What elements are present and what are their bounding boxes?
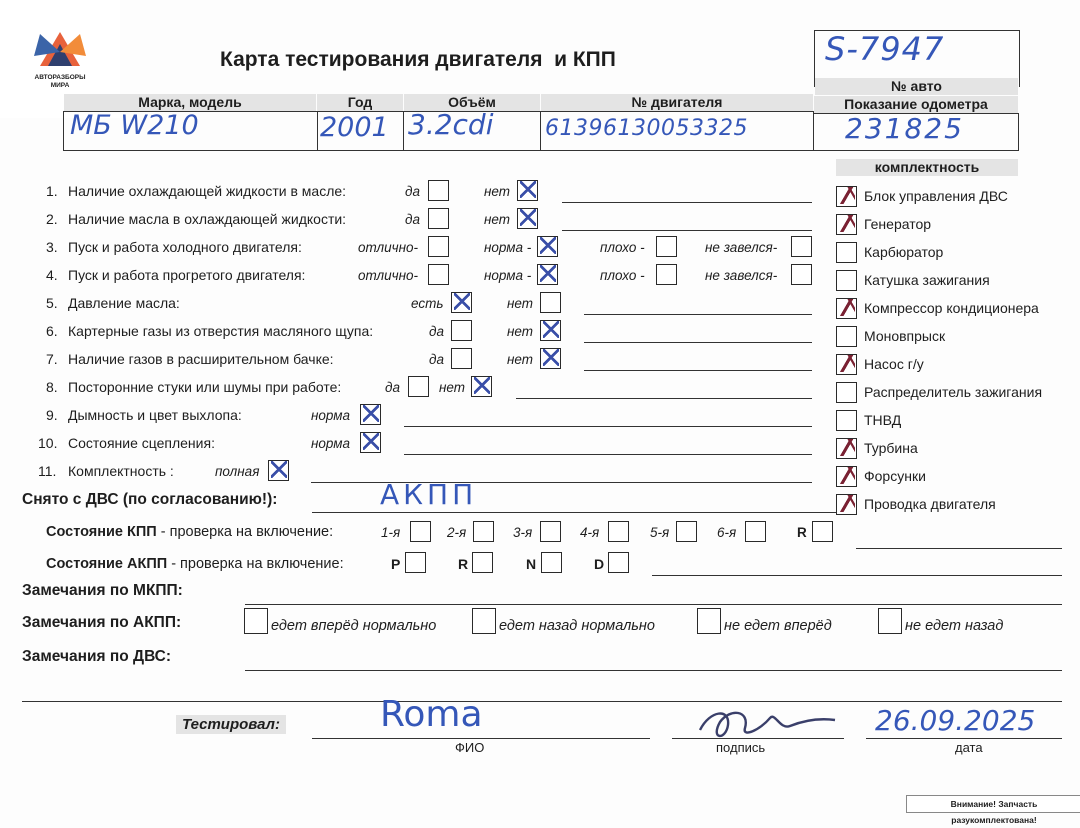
kpp-gear-checkbox[interactable] <box>473 521 494 542</box>
check-option-label: отлично- <box>358 268 418 283</box>
check-option-label: да <box>385 380 400 395</box>
removed-label: Снято с ДВС (по согласованию!): <box>22 491 278 508</box>
model-value: МБ W210 <box>70 110 199 141</box>
completeness-item: Насос г/у <box>864 356 924 372</box>
completeness-title: комплектность <box>836 159 1018 176</box>
notes-dvs-line <box>245 670 1062 671</box>
check-notes-line <box>404 454 812 455</box>
check-option-label: не завелся- <box>705 240 778 255</box>
check-option-checkbox[interactable] <box>471 376 492 397</box>
date-value: 26.09.2025 <box>875 704 1036 737</box>
check-number: 7. <box>46 351 58 367</box>
check-option-label: да <box>405 184 420 199</box>
tested-label: Тестировал: <box>176 715 286 734</box>
check-number: 11. <box>38 463 57 479</box>
check-notes-line <box>584 314 812 315</box>
check-question: Комплектность : <box>68 463 174 479</box>
check-option-label: нет <box>507 296 534 311</box>
check-option-checkbox[interactable] <box>540 320 561 341</box>
kpp-gear-label: R <box>797 525 807 540</box>
akpp-note-label: едет назад нормально <box>499 618 655 634</box>
check-option-checkbox[interactable] <box>428 236 449 257</box>
check-number: 5. <box>46 295 58 311</box>
check-option-checkbox[interactable] <box>428 264 449 285</box>
check-option-checkbox[interactable] <box>517 208 538 229</box>
kpp-label: Состояние КПП - проверка на включение: <box>46 524 334 540</box>
kpp-gear-checkbox[interactable] <box>812 521 833 542</box>
check-number: 6. <box>46 323 58 339</box>
check-question: Пуск и работа холодного двигателя: <box>68 239 302 255</box>
check-option-label: нет <box>507 324 534 339</box>
check-number: 3. <box>46 239 58 255</box>
completeness-checkbox[interactable] <box>836 270 857 291</box>
completeness-item: Компрессор кондиционера <box>864 300 1039 316</box>
akpp-mode-label: D <box>594 556 605 572</box>
akpp-mode-label: R <box>458 556 469 572</box>
logo-icon <box>0 4 120 84</box>
auto-number-label: № авто <box>815 78 1018 95</box>
completeness-checkbox[interactable] <box>836 354 857 375</box>
tester-name: Roma <box>380 694 483 735</box>
akpp-mode-checkbox[interactable] <box>608 552 629 573</box>
akpp-note-checkbox[interactable] <box>244 608 268 634</box>
completeness-checkbox[interactable] <box>836 494 857 515</box>
check-option-label: норма - <box>484 268 532 283</box>
sign-line <box>672 738 844 739</box>
check-number: 4. <box>46 267 58 283</box>
check-question: Состояние сцепления: <box>68 435 215 451</box>
removed-line <box>312 512 836 513</box>
akpp-mode-checkbox[interactable] <box>405 552 426 573</box>
check-option-label: нет <box>484 212 511 227</box>
odometer-value: 231825 <box>845 112 964 145</box>
kpp-gear-label: 1-я <box>381 525 401 540</box>
check-option-checkbox[interactable] <box>360 432 381 453</box>
completeness-item: ТНВД <box>864 412 902 428</box>
akpp-note-checkbox[interactable] <box>878 608 902 634</box>
check-question: Наличие газов в расширительном бачке: <box>68 351 334 367</box>
kpp-gear-checkbox[interactable] <box>608 521 629 542</box>
check-option-label: норма <box>311 408 351 423</box>
volume-value: 3.2cdi <box>408 108 494 141</box>
check-number: 8. <box>46 379 58 395</box>
completeness-checkbox[interactable] <box>836 438 857 459</box>
kpp-gear-label: 2-я <box>447 525 467 540</box>
check-option-checkbox[interactable] <box>540 348 561 369</box>
check-option-checkbox[interactable] <box>540 292 561 313</box>
kpp-gear-label: 6-я <box>717 525 737 540</box>
kpp-gear-label: 5-я <box>650 525 670 540</box>
check-notes-line <box>516 398 812 399</box>
notes-dvs-label: Замечания по ДВС: <box>22 648 172 665</box>
check-question: Картерные газы из отверстия масляного щупа: <box>68 323 374 339</box>
kpp-gear-label: 3-я <box>513 525 533 540</box>
name-line <box>312 738 650 739</box>
year-value: 2001 <box>320 112 389 143</box>
completeness-item: Проводка двигателя <box>864 496 996 512</box>
akpp-mode-label: P <box>391 556 401 572</box>
check-number: 10. <box>38 435 58 451</box>
check-option-label: есть <box>411 296 444 311</box>
akpp-mode-checkbox[interactable] <box>472 552 493 573</box>
completeness-item: Блок управления ДВС <box>864 188 1008 204</box>
logo-text: АВТОРАЗБОРЫ МИРА <box>34 74 86 89</box>
akpp-note-label: не едет вперёд <box>724 618 832 634</box>
warning-badge: Внимание! Запчасть разукомплектована! <box>906 795 1080 813</box>
col-year-header: Год <box>317 94 403 111</box>
completeness-item: Генератор <box>864 216 932 232</box>
completeness-item: Форсунки <box>864 468 926 484</box>
completeness-item: Карбюратор <box>864 244 944 260</box>
check-option-checkbox[interactable] <box>408 376 429 397</box>
engine-value: 61396130053325 <box>545 116 748 141</box>
check-option-checkbox[interactable] <box>537 236 558 257</box>
completeness-checkbox[interactable] <box>836 214 857 235</box>
name-caption: ФИО <box>455 740 485 755</box>
akpp-note-label: не едет назад <box>905 618 1004 634</box>
check-question: Посторонние стуки или шумы при работе: <box>68 379 342 395</box>
kpp-line <box>856 548 1062 549</box>
check-number: 9. <box>46 407 58 423</box>
check-question: Наличие охлаждающей жидкости в масле: <box>68 183 347 199</box>
sign-caption: подпись <box>716 740 766 755</box>
akpp-note-checkbox[interactable] <box>697 608 721 634</box>
col-model-header: Марка, модель <box>64 94 316 111</box>
completeness-checkbox[interactable] <box>836 242 857 263</box>
completeness-checkbox[interactable] <box>836 298 857 319</box>
check-option-checkbox[interactable] <box>451 348 472 369</box>
akpp-note-label: едет вперёд нормально <box>271 618 437 634</box>
check-notes-line <box>584 370 812 371</box>
akpp-mode-checkbox[interactable] <box>541 552 562 573</box>
date-caption: дата <box>955 740 983 755</box>
completeness-checkbox[interactable] <box>836 410 857 431</box>
check-number: 2. <box>46 211 58 227</box>
notes-mkpp-line <box>245 604 1062 605</box>
notes-mkpp-label: Замечания по МКПП: <box>22 582 183 599</box>
kpp-gear-label: 4-я <box>580 525 600 540</box>
check-option-checkbox[interactable] <box>268 460 289 481</box>
check-option-label: нет <box>507 352 534 367</box>
kpp-gear-checkbox[interactable] <box>410 521 431 542</box>
completeness-checkbox[interactable] <box>836 466 857 487</box>
kpp-gear-checkbox[interactable] <box>676 521 697 542</box>
check-option-label: плохо - <box>600 240 645 255</box>
check-number: 1. <box>46 183 58 199</box>
check-option-checkbox[interactable] <box>791 264 812 285</box>
completeness-checkbox[interactable] <box>836 186 857 207</box>
akpp-mode-label: N <box>526 556 537 572</box>
notes-akpp-label: Замечания по АКПП: <box>22 614 182 631</box>
check-option-checkbox[interactable] <box>360 404 381 425</box>
check-notes-line <box>404 426 812 427</box>
check-notes-line <box>562 202 812 203</box>
check-option-label: нет <box>439 380 466 395</box>
completeness-item: Катушка зажигания <box>864 272 990 288</box>
check-question: Дымность и цвет выхлопа: <box>68 407 242 423</box>
check-option-label: да <box>429 324 444 339</box>
page-title: Карта тестирования двигателя и КПП <box>220 48 616 71</box>
akpp-label: Состояние АКПП - проверка на включение: <box>46 556 344 572</box>
akpp-note-checkbox[interactable] <box>472 608 496 634</box>
check-option-checkbox[interactable] <box>451 292 472 313</box>
check-option-label: не завелся- <box>705 268 778 283</box>
check-option-checkbox[interactable] <box>451 320 472 341</box>
removed-value: АКПП <box>380 478 478 511</box>
check-notes-line <box>584 342 812 343</box>
completeness-item: Распределитель зажигания <box>864 384 1043 400</box>
kpp-gear-checkbox[interactable] <box>540 521 561 542</box>
completeness-checkbox[interactable] <box>836 326 857 347</box>
check-question: Пуск и работа прогретого двигателя: <box>68 267 306 283</box>
check-option-label: да <box>405 212 420 227</box>
date-line <box>866 738 1062 739</box>
completeness-item: Моновпрыск <box>864 328 946 344</box>
check-option-label: отлично- <box>358 240 418 255</box>
col-odometer-header: Показание одометра <box>814 96 1018 113</box>
check-option-checkbox[interactable] <box>537 264 558 285</box>
check-question: Давление масла: <box>68 295 180 311</box>
akpp-line <box>652 575 1062 576</box>
check-option-label: норма - <box>484 240 532 255</box>
auto-number-value: S-7947 <box>825 30 945 68</box>
check-option-checkbox[interactable] <box>656 236 677 257</box>
check-option-checkbox[interactable] <box>428 208 449 229</box>
check-option-label: плохо - <box>600 268 645 283</box>
check-option-label: нет <box>484 184 511 199</box>
completeness-item: Турбина <box>864 440 918 456</box>
kpp-gear-checkbox[interactable] <box>745 521 766 542</box>
col-volume-header: Объём <box>404 94 540 111</box>
check-option-label: полная <box>215 464 260 479</box>
notes-bottom-line <box>22 701 1062 702</box>
check-notes-line <box>562 230 812 231</box>
check-option-checkbox[interactable] <box>428 180 449 201</box>
check-question: Наличие масла в охлаждающей жидкости: <box>68 211 347 227</box>
check-option-checkbox[interactable] <box>517 180 538 201</box>
completeness-checkbox[interactable] <box>836 382 857 403</box>
check-option-checkbox[interactable] <box>791 236 812 257</box>
check-option-label: норма <box>311 436 351 451</box>
col-engine-header: № двигателя <box>541 94 813 111</box>
check-option-checkbox[interactable] <box>656 264 677 285</box>
check-option-label: да <box>429 352 444 367</box>
